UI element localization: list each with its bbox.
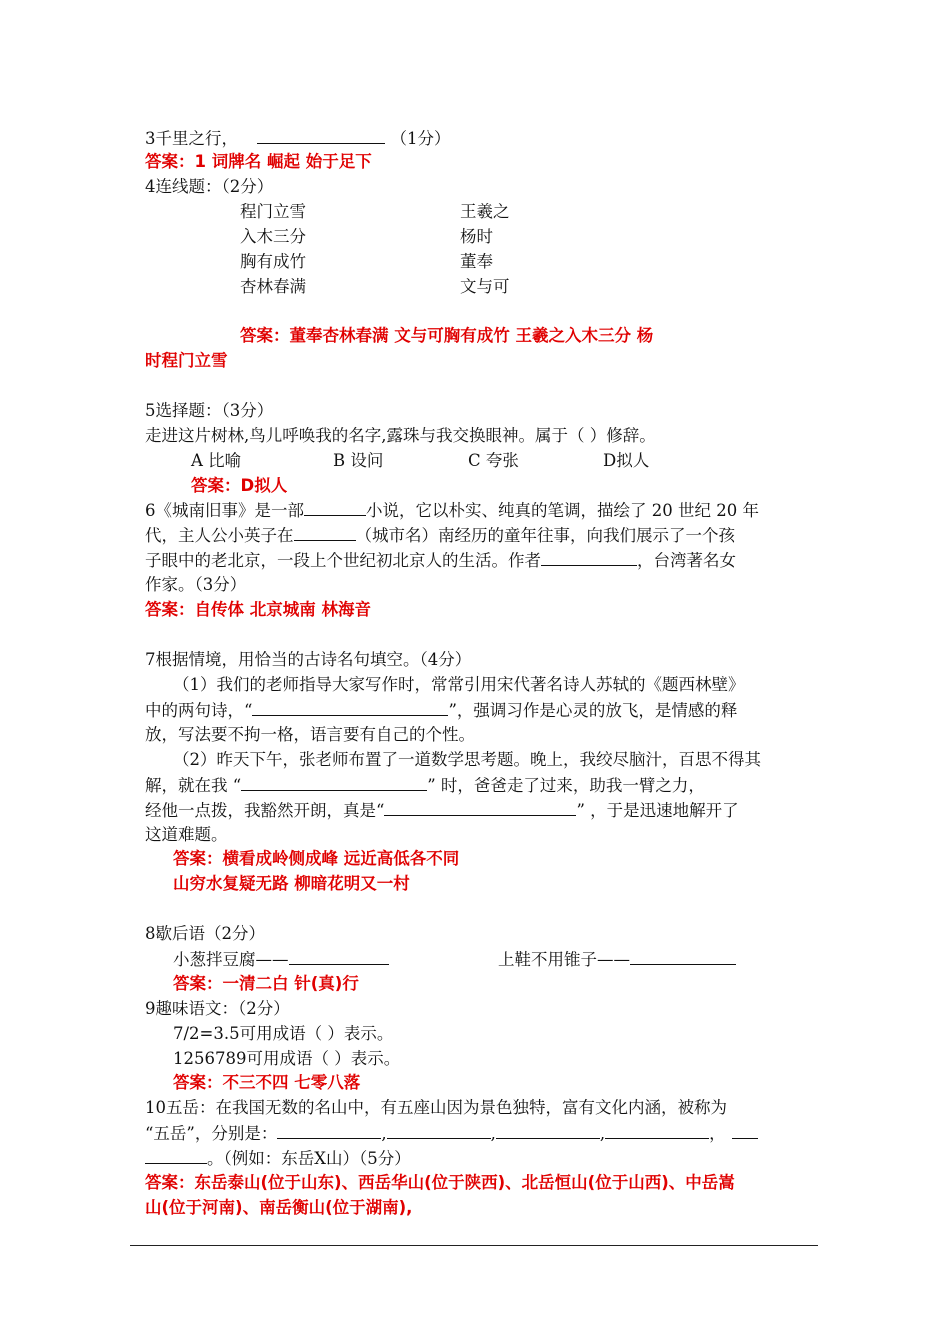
q5-option: B 设问 xyxy=(333,451,384,470)
q10-line2-a: “五岳”，分别是： xyxy=(145,1124,278,1143)
q7-p2-line2-b: ” 时，爸爸走了过来，助我一臂之力， xyxy=(427,776,705,795)
q5-option: C 夸张 xyxy=(468,451,519,470)
q4-left-item: 杏林春满 xyxy=(240,277,306,296)
q10-blank-5a xyxy=(732,1121,758,1139)
q7-answer-1: 答案：横看成岭侧成峰 远近高低各不同 xyxy=(173,849,460,868)
q7-p1-line2-b: ”，强调习作是心灵的放飞，是情感的释 xyxy=(448,701,738,720)
q8-answer: 答案：一清二白 针(真)行 xyxy=(173,974,359,993)
q6-line2 xyxy=(145,523,735,548)
q7-p2-line1: （2）昨天下午，张老师布置了一道数学思考题。晚上，我绞尽脑汁，百思不得其 xyxy=(173,750,761,769)
q4-left-item: 入木三分 xyxy=(240,227,306,246)
q6-blank-1 xyxy=(304,498,366,516)
q3-score: （1分） xyxy=(390,129,451,148)
q4-left-item: 胸有成竹 xyxy=(240,252,306,271)
q8-title: 8歇后语（2分） xyxy=(145,924,265,943)
q3-answer: 答案：1 词牌名 崛起 始于足下 xyxy=(145,152,372,171)
footer-divider xyxy=(130,1245,818,1246)
q6-line2-b: （城市名）南经历的童年往事，向我们展示了一个孩 xyxy=(355,526,735,545)
q6-blank-3 xyxy=(541,548,637,566)
q6-blank-2 xyxy=(294,523,356,541)
q8-item-2-text: 上鞋不用锥子—— xyxy=(498,950,630,969)
q8-blank-2 xyxy=(630,947,736,965)
q7-title: 7根据情境，用恰当的古诗名句填空。（4分） xyxy=(145,650,472,669)
q4-title: 4连线题：（2分） xyxy=(145,177,274,196)
q8-blank-1 xyxy=(289,947,389,965)
q8-item-1-text: 小葱拌豆腐—— xyxy=(173,950,289,969)
q7-p1-line2 xyxy=(145,698,737,723)
q10-line1: 10五岳：在我国无数的名山中，有五座山因为景色独特，富有文化内涵，被称为 xyxy=(145,1098,727,1117)
q7-blank-3 xyxy=(384,798,576,816)
q6-line3 xyxy=(145,548,736,573)
q5-title: 5选择题：（3分） xyxy=(145,401,274,420)
q4-right-item: 杨时 xyxy=(460,227,493,246)
q10-blank-4 xyxy=(605,1121,709,1139)
q3-text: 3千里之行， xyxy=(145,129,238,148)
q6-line1-b: 小说，它以朴实、纯真的笔调，描绘了 20 世纪 20 年 xyxy=(366,501,759,520)
q6-line3-a: 子眼中的老北京，一段上个世纪初北京人的生活。作者 xyxy=(145,551,541,570)
q9-line1: 7/2=3.5可用成语（ ）表示。 xyxy=(173,1024,394,1043)
q5-answer: 答案：D拟人 xyxy=(191,476,288,495)
q9-title: 9趣味语文：（2分） xyxy=(145,999,290,1018)
q6-line1-a: 6《城南旧事》是一部 xyxy=(145,501,304,520)
q9-line2: 1256789可用成语（ ）表示。 xyxy=(173,1049,401,1068)
q7-blank-1 xyxy=(252,698,448,716)
q3-line xyxy=(145,126,451,151)
q6-answer: 答案：自传体 北京城南 林海音 xyxy=(145,600,371,619)
q10-line3-b: 。（例如：东岳X山）（5分） xyxy=(207,1149,411,1168)
q7-p2-line2-a: 解，就在我 “ xyxy=(145,776,242,795)
q7-p2-line4: 这道难题。 xyxy=(145,825,228,844)
q4-left-item: 程门立雪 xyxy=(240,202,306,221)
q4-answer-line2: 时程门立雪 xyxy=(145,351,228,370)
q6-line4: 作家。（3分） xyxy=(145,575,247,594)
q4-right-item: 文与可 xyxy=(460,277,510,296)
q4-right-item: 董奉 xyxy=(460,252,493,271)
q10-answer-1: 答案：东岳泰山(位于山东)、西岳华山(位于陕西)、北岳恒山(位于山西)、中岳嵩 xyxy=(145,1173,735,1192)
q5-option: A 比喻 xyxy=(191,451,242,470)
q6-line3-b: ，台湾著名女 xyxy=(637,551,736,570)
q7-p2-line3 xyxy=(145,798,739,823)
q7-p2-line3-a: 经他一点拨，我豁然开朗，真是“ xyxy=(145,801,385,820)
q6-line1 xyxy=(145,498,759,523)
q9-answer: 答案：不三不四 七零八落 xyxy=(173,1073,361,1092)
q4-answer-line1: 答案：董奉杏林春满 文与可胸有成竹 王羲之入木三分 杨 xyxy=(240,326,654,345)
q5-text: 走进这片树林,鸟儿呼唤我的名字,露珠与我交换眼神。属于（ ）修辞。 xyxy=(145,426,656,445)
q8-item-1 xyxy=(173,947,389,972)
q7-p1-line1: （1）我们的老师指导大家写作时，常常引用宋代著名诗人苏轼的《题西林壁》 xyxy=(173,675,745,694)
q8-item-2 xyxy=(498,947,736,972)
q10-blank-3 xyxy=(496,1121,600,1139)
q10-blank-2 xyxy=(387,1121,491,1139)
q7-answer-2: 山穷水复疑无路 柳暗花明又一村 xyxy=(173,874,410,893)
q4-right-item: 王羲之 xyxy=(460,202,510,221)
q10-line3 xyxy=(145,1146,411,1171)
q5-option: D拟人 xyxy=(603,451,650,470)
q10-answer-2: 山(位于河南)、南岳衡山(位于湖南), xyxy=(145,1198,413,1217)
q3-blank xyxy=(257,126,385,144)
q10-blank-5b xyxy=(145,1146,207,1164)
q10-line2: “五岳”，分别是： , , , ， xyxy=(145,1121,758,1146)
q7-p1-line2-a: 中的两句诗，“ xyxy=(145,701,253,720)
q7-p1-line3: 放，写法要不拘一格，语言要有自己的个性。 xyxy=(145,725,475,744)
q6-line2-a: 代，主人公小英子在 xyxy=(145,526,294,545)
q7-blank-2 xyxy=(241,773,427,791)
q7-p2-line3-b: ” ，于是迅速地解开了 xyxy=(576,801,739,820)
q7-p2-line2 xyxy=(145,773,705,798)
q10-blank-1 xyxy=(277,1121,381,1139)
